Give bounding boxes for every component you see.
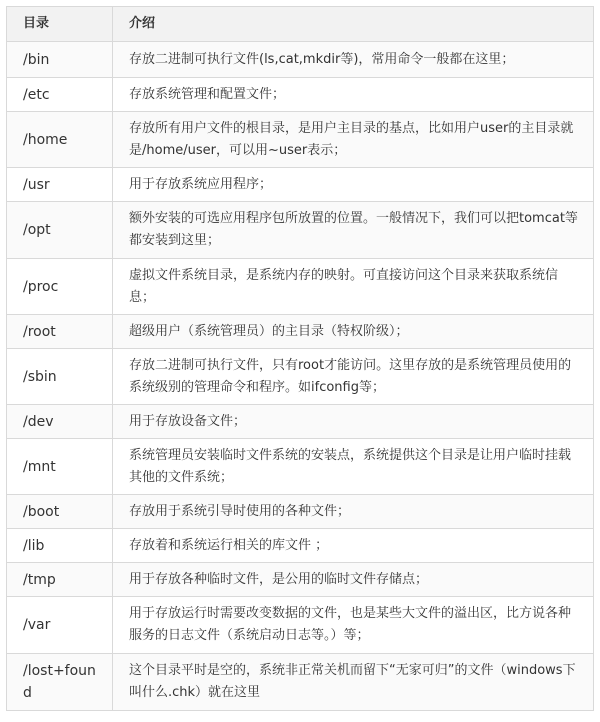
directory-cell: /bin	[7, 42, 113, 78]
directory-cell: /tmp	[7, 563, 113, 597]
directory-cell: /lost+found	[7, 654, 113, 711]
table-row	[7, 202, 594, 259]
directory-cell: /root	[7, 315, 113, 349]
description-cell: 用于存放各种临时文件，是公用的临时文件存储点；	[113, 563, 594, 597]
directory-table	[6, 6, 594, 711]
description-cell: 用于存放系统应用程序；	[113, 168, 594, 202]
description-cell: 用于存放设备文件；	[113, 405, 594, 439]
directory-table-container	[6, 6, 593, 711]
description-cell: 存放系统管理和配置文件；	[113, 78, 594, 112]
table-row	[7, 112, 594, 168]
directory-cell: /usr	[7, 168, 113, 202]
table-row	[7, 529, 594, 563]
table-row	[7, 439, 594, 495]
table-row	[7, 563, 594, 597]
table-row	[7, 349, 594, 405]
description-cell: 存放二进制可执行文件(ls,cat,mkdir等)，常用命令一般都在这里；	[113, 42, 594, 78]
table-row	[7, 405, 594, 439]
description-cell: 存放用于系统引导时使用的各种文件；	[113, 495, 594, 529]
header-description: 介绍	[113, 7, 594, 42]
description-cell: 这个目录平时是空的，系统非正常关机而留下“无家可归”的文件（windows下叫什么.chk）就在这里	[113, 654, 594, 711]
description-cell: 存放二进制可执行文件，只有root才能访问。这里存放的是系统管理员使用的系统级别的管理命令和程序。如ifconfig等；	[113, 349, 594, 405]
description-cell: 额外安装的可选应用程序包所放置的位置。一般情况下，我们可以把tomcat等都安装到这里；	[113, 202, 594, 259]
header-directory: 目录	[7, 7, 113, 42]
directory-cell: /sbin	[7, 349, 113, 405]
description-cell: 超级用户（系统管理员）的主目录（特权阶级）；	[113, 315, 594, 349]
directory-cell: /etc	[7, 78, 113, 112]
directory-cell: /opt	[7, 202, 113, 259]
table-row	[7, 495, 594, 529]
description-cell: 用于存放运行时需要改变数据的文件，也是某些大文件的溢出区，比方说各种服务的日志文件（系统启动日志等。）等；	[113, 597, 594, 654]
directory-cell: /home	[7, 112, 113, 168]
description-cell: 存放所有用户文件的根目录，是用户主目录的基点，比如用户user的主目录就是/home/user，可以用~user表示；	[113, 112, 594, 168]
table-row	[7, 168, 594, 202]
table-header-row	[7, 7, 594, 42]
table-row	[7, 597, 594, 654]
directory-cell: /lib	[7, 529, 113, 563]
directory-cell: /var	[7, 597, 113, 654]
description-cell: 系统管理员安装临时文件系统的安装点，系统提供这个目录是让用户临时挂载其他的文件系统；	[113, 439, 594, 495]
directory-cell: /mnt	[7, 439, 113, 495]
directory-cell: /boot	[7, 495, 113, 529]
table-row	[7, 315, 594, 349]
directory-cell: /dev	[7, 405, 113, 439]
directory-cell: /proc	[7, 259, 113, 315]
table-row	[7, 654, 594, 711]
description-cell: 存放着和系统运行相关的库文件 ；	[113, 529, 594, 563]
description-cell: 虚拟文件系统目录，是系统内存的映射。可直接访问这个目录来获取系统信息；	[113, 259, 594, 315]
table-row	[7, 42, 594, 78]
table-row	[7, 78, 594, 112]
table-row	[7, 259, 594, 315]
